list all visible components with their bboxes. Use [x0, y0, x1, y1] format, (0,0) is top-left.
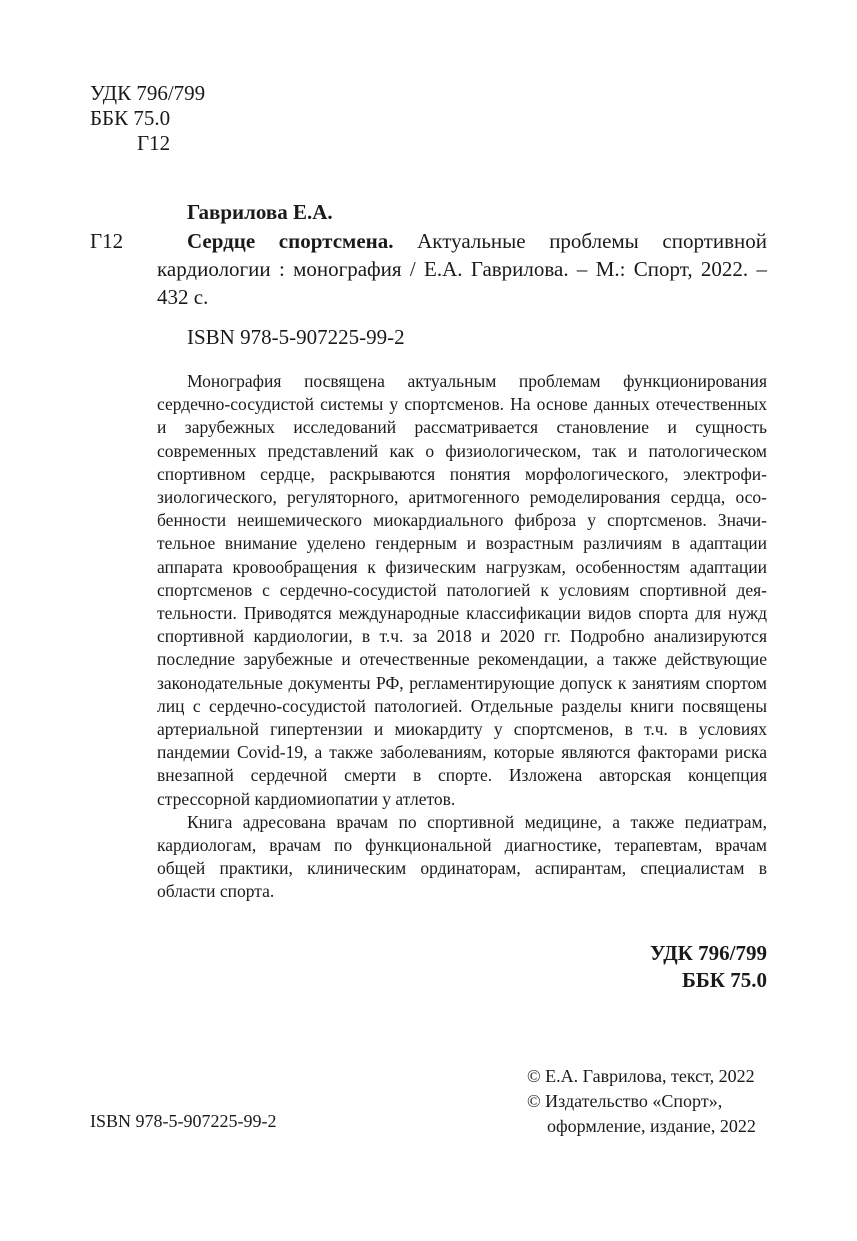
author-sign: Г12	[137, 131, 171, 155]
copyright-block	[527, 1064, 787, 1139]
isbn-bottom: ISBN 978-5-907225-99-2	[90, 1111, 277, 1131]
copyright-publisher-details: оформление, издание, 2022	[547, 1116, 756, 1136]
copyright-publisher: © Издательство «Спорт»,	[527, 1091, 723, 1111]
udk-code: УДК 796/799	[90, 81, 206, 105]
copyright-author: © Е.А. Гаврилова, текст, 2022	[527, 1066, 755, 1086]
annotation	[157, 370, 767, 904]
book-title: Сердце спортсмена.	[187, 229, 394, 253]
udk-code-bottom: УДК 796/799	[649, 941, 767, 965]
book-description: Актуальные проблемы спортивной кардиологии : монография / Е.А. Гаврилова. – М.: Спорт, 2022. – 432 с.	[157, 229, 767, 309]
author-heading: Гаврилова Е.А.	[187, 200, 333, 224]
bibliographic-entry	[157, 227, 767, 311]
bbk-code: ББК 75.0	[90, 106, 171, 130]
annotation-paragraph-1: Монография посвящена актуальным проблемам функционирования сердечно-сосудистой системы у спортсменов. На основе данных отечественных и зарубежных исследований рассматривается становление и сущность современных представлений как о физиологическом, так и патологическом спортивном сердце, раскрываются понятия морфологического, электрофизиологического, регуляторного, аритмогенного ремоделирования сердца, особенности неишемического миокардиального фиброза у спортсменов. Значительное внимание уделено гендерным и возрастным различиям в адаптации аппарата кровообращения к физическим нагрузкам, особенностям адаптации спортсменов с сердечно-сосудистой патологией к условиям спортивной деятельности. Приводятся международные классификации видов спорта для нужд спортивной кардиологии, в т.ч. за 2018 и 2020 гг. Подробно анализируются последние зарубежные и отечественные рекомендации, а также действующие законодательные документы РФ, регламентирующие допуск к занятиям спортом лиц с сердечно-сосудистой патологией. Отдельные разделы книги посвящены артериальной гипертензии и миокардиту у спортсменов, в т.ч. в условиях пандемии Covid-19, а также заболеваниям, которые являются факторами риска внезапной сердечной смерти в спорте. Изложена авторская концепция стрессорной кардиомиопатии у атлетов.	[157, 371, 767, 809]
bbk-code-bottom: ББК 75.0	[682, 968, 767, 992]
annotation-paragraph-2: Книга адресована врачам по спортивной медицине, а также педиатрам, кардиологам, врачам по функциональной диагностике, терапевтам, врачам общей практики, клиническим ординаторам, аспирантам, специалистам в области спорта.	[157, 811, 767, 902]
isbn-top: ISBN 978-5-907225-99-2	[187, 325, 405, 349]
entry-sign: Г12	[90, 229, 124, 253]
classification-block	[90, 80, 290, 156]
classification-bottom	[500, 940, 767, 994]
